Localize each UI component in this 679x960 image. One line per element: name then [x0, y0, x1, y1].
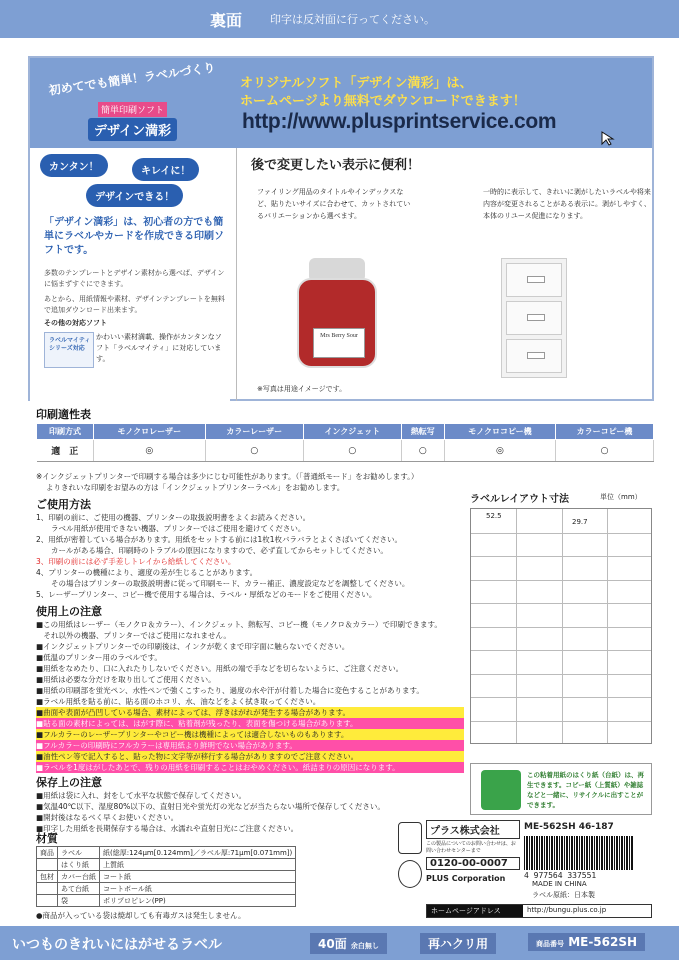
mark-thermal: ○ — [401, 440, 444, 462]
row-label: 適 正 — [37, 440, 94, 462]
drawer-1 — [506, 263, 562, 297]
header-bar — [0, 0, 679, 38]
mat-value: ポリプロピレン(PP) — [100, 895, 296, 907]
promo-header — [30, 58, 652, 148]
material-table — [36, 846, 296, 907]
caution-line: それ以外の機器、プリンターではご使用になれません。 — [36, 631, 231, 640]
usage-title: ご使用方法 — [36, 498, 91, 511]
margin-note: 余白無し — [350, 942, 379, 950]
pp-mark-icon — [398, 822, 422, 854]
software-promo — [28, 56, 654, 401]
feature-1: 多数のテンプレートとデザイン素材から選べば、デザインに悩まずすぐにできます。 — [44, 269, 225, 288]
caution-line: ■フルカラーの印刷時にフルカラーは専用紙より鮮明でない場合があります。 — [36, 740, 464, 751]
footer-bar — [0, 926, 679, 960]
drawer-2 — [506, 301, 562, 335]
promo-left-panel — [30, 148, 230, 401]
corp-contact: この製品についてのお問い合わせは、お問い合わせセンターまで — [426, 841, 516, 854]
mark-mono-laser: ◎ — [93, 440, 205, 462]
mat-cat — [37, 895, 58, 907]
layout-unit: 単位（mm） — [600, 493, 642, 501]
storage-line: ■気温40℃以下、湿度80%以下の、直射日光や蛍光灯の光などが当たらない場所で保存してください。 — [36, 802, 385, 811]
col-color-laser: カラーレーザー — [205, 424, 303, 440]
caution-line: ■油性ペン等で記入すると、貼った物に文字等が移行する場合がありますのでご注意ください。 — [36, 751, 464, 762]
usage-line: その場合はプリンターの取扱説明書に従って印刷モード、カラー補正、濃度設定などを調整してください。 — [36, 579, 410, 588]
mat-value: 紙(総厚:124μm[0.124mm]／ラベル厚:71μm[0.071mm]) — [100, 847, 296, 859]
usage-line: カールがある場合、印刷時のトラブルの原因になりますので、必ず直してからセットしてください。 — [36, 546, 388, 555]
homepage-bar — [426, 904, 652, 918]
jar-photo — [297, 248, 377, 368]
print-note-2: よりきれいな印刷をお望みの方は「インクジェットプリンターラベル」をお勧めします。 — [46, 483, 345, 492]
software-description: 「デザイン満彩」は、初心者の方でも簡単にラベルやカードを作成できる印刷ソフトです。 — [44, 217, 224, 256]
use-case-title: 後で変更したい表示に便利！ — [251, 158, 421, 173]
paper-mark-icon — [398, 860, 422, 888]
usage-line: ラベル用紙が使用できない機器、プリンターではご使用を避けてください。 — [36, 524, 306, 533]
label-mighty-text: ラベルマイティ シリーズ対応 — [49, 337, 91, 352]
corp-name: プラス株式会社 — [426, 820, 520, 839]
corp-en: PLUS Corporation — [426, 874, 506, 883]
drawer-photo — [501, 258, 567, 378]
software-logo — [38, 60, 228, 142]
mat-value: コート紙 — [100, 871, 296, 883]
homepage-url[interactable]: http://bungu.plus.co.jp — [527, 906, 607, 914]
logo-subtitle: 簡単印刷ソフト — [98, 102, 167, 117]
label-mighty-icon — [44, 332, 94, 368]
caution-line: ■この用紙はレーザー（モノクロ＆カラー）、インクジェット、熱転写、コピー機（モノクロ＆カラー）で印刷できます。 — [36, 620, 442, 629]
drawer-3 — [506, 339, 562, 373]
corp-phone: 0120-00-0007 — [426, 857, 520, 870]
mark-color-copy: ○ — [556, 440, 654, 462]
caution-list — [36, 619, 464, 773]
recycle-icon — [481, 770, 521, 810]
recycle-text: この粘着用紙のはくり紙（台紙）は、再生できます。コピー紙（上質紙）や雑誌などと一緒に、リサイクルに出すことができます。 — [527, 771, 644, 809]
software-features — [44, 268, 228, 316]
paper-origin: ラベル原紙：日本製 — [532, 891, 595, 899]
layout-title: ラベルレイアウト寸法 — [470, 494, 569, 505]
cursor-icon — [600, 130, 616, 146]
print-table-title: 印刷適性表 — [36, 408, 91, 421]
mark-mono-copy: ◎ — [444, 440, 555, 462]
bubble-easy: カンタン！ — [40, 154, 108, 177]
jar-body — [297, 278, 377, 368]
use-case-reuse: 一時的に表示して、きれいに剥がしたいラベルや将来内容が変更されることがある表示に。剥がしやすく、本体のリユース促進になります。 — [483, 188, 651, 220]
mat-item: 袋 — [58, 895, 100, 907]
col-mono-copy: モノクロコピー機 — [444, 424, 555, 440]
barcode-number: 4 977564 337551 — [524, 871, 597, 880]
mat-value: コートボール紙 — [100, 883, 296, 895]
recycle-box — [470, 763, 652, 815]
caution-line: ■ラベルを1度はがしたあとで、残りの用紙を印刷することはおやめください。紙詰まりの原因になります。 — [36, 762, 464, 773]
storage-line: ■開封後はなるべく早くお使いください。 — [36, 813, 179, 822]
caution-title: 使用上の注意 — [36, 605, 102, 618]
mat-item: あて台紙 — [58, 883, 100, 895]
usage-list — [36, 512, 464, 600]
usage-line: 5、レーザープリンター、コピー機で使用する場合は、ラベル・厚紙などのモードをご使用ください。 — [36, 590, 377, 599]
other-software-body: かわいい素材満載、操作がカンタンなソフト「ラベルマイティ」に対応しています。 — [96, 333, 222, 363]
bubble-design: デザインできる！ — [86, 184, 183, 207]
mark-color-laser: ○ — [205, 440, 303, 462]
label-count — [310, 933, 387, 954]
usage-line: 3、印刷の前には必ず手差しトレイから給紙してください。 — [36, 557, 236, 566]
mat-cat — [37, 859, 58, 871]
photo-note: ※写真は用途イメージです。 — [257, 385, 347, 393]
caution-line: ■低温のプリンター用のラベルです。 — [36, 653, 162, 662]
label-count-value: 40面 — [318, 937, 347, 951]
mat-cat: 包材 — [37, 871, 58, 883]
homepage-label: ホームページアドレス — [427, 905, 523, 917]
material-note: ●商品が入っている袋は焼却しても有毒ガスは発生しません。 — [36, 911, 246, 920]
logo-arc-text: 初めてでも簡単！ラベルづくり — [47, 60, 217, 98]
page-title: 裏面 — [210, 11, 243, 30]
storage-title: 保存上の注意 — [36, 776, 102, 789]
storage-line: ■用紙は袋に入れ、封をして水平な状態で保存してください。 — [36, 791, 247, 800]
mat-cat: 商品 — [37, 847, 58, 859]
promo-line1: オリジナルソフト「デザイン満彩」は、 — [240, 76, 473, 91]
mat-item: カバー台紙 — [58, 871, 100, 883]
dim-height: 29.7 — [572, 518, 588, 526]
print-note-1: ※インクジェットプリンターで印刷する場合は多少にじむ可能性があります。（「普通紙モード」をお勧めします。） — [36, 472, 419, 481]
label-layout-grid — [470, 508, 652, 744]
storage-line: ■印字した用紙を長期保存する場合は、水濡れや直射日光にご注意ください。 — [36, 824, 299, 833]
product-code: ME-562SH 46-187 — [524, 822, 614, 832]
caution-line: ■曲面や表面が凸凹している場合、素材によっては、浮きはがれが発生する場合があります。 — [36, 707, 464, 718]
material-title: 材質 — [36, 832, 58, 845]
caution-line: ■用紙をなめたり、口に入れたりしないでください。用紙の端で手などを切らないように、ご注意ください。 — [36, 664, 404, 673]
product-number-value: ME-562SH — [568, 935, 638, 949]
print-notes — [36, 471, 418, 493]
mat-item: ラベル — [58, 847, 100, 859]
promo-line2: ホームページより無料でダウンロードできます！ — [240, 94, 526, 109]
product-name: いつものきれいにはがせるラベル — [12, 937, 222, 953]
caution-line: ■用紙の印刷部を蛍光ペン、水性ペンで強くこすったり、過度の水や汗が付着した場合に変色することがあります。 — [36, 686, 424, 695]
usage-line: 4、プリンターの機種により、適度の差が生じることがあります。 — [36, 568, 258, 577]
other-software-title: その他の対応ソフト — [44, 319, 107, 327]
jar-label: Mrs Berry Sour — [313, 328, 365, 358]
page-subtitle: 印字は反対面に行ってください。 — [270, 13, 435, 26]
mat-cat — [37, 883, 58, 895]
logo-main: デザイン満彩 — [88, 118, 177, 141]
product-number — [528, 933, 645, 951]
mat-item: はくり紙 — [58, 859, 100, 871]
col-method: 印刷方式 — [37, 424, 94, 440]
barcode — [524, 836, 634, 870]
promo-right-panel — [236, 148, 650, 401]
caution-line: ■フルカラーのレーザープリンターやコピー機は機種によっては適合しないものもあります。 — [36, 729, 464, 740]
promo-url-link[interactable]: http://www.plusprintservice.com — [242, 110, 557, 133]
use-case-filing: ファイリング用品のタイトルやインデックスなど、貼りたいサイズに合わせて、カットされているバリエーションから選べます。 — [257, 188, 411, 220]
caution-line: ■ラベル用紙を貼る前に、貼る面のホコリ、水、油などをよく拭き取ってください。 — [36, 697, 321, 706]
col-inkjet: インクジェット — [303, 424, 401, 440]
made-in: MADE IN CHINA — [532, 880, 587, 888]
mark-inkjet: ○ — [303, 440, 401, 462]
bubble-pretty: キレイに！ — [132, 158, 199, 181]
print-suitability-table — [36, 423, 654, 462]
col-color-copy: カラーコピー機 — [556, 424, 654, 440]
mat-value: 上質紙 — [100, 859, 296, 871]
product-number-label: 商品番号 — [536, 940, 564, 948]
label-type: 再ハクリ用 — [420, 933, 496, 954]
corp-info — [426, 820, 520, 890]
col-mono-laser: モノクロレーザー — [93, 424, 205, 440]
feature-2: あとから、用紙情報や素材、デザインテンプレートを無料で追加ダウンロード出来ます。 — [44, 295, 225, 314]
usage-line: 2、用紙が密着している場合があります。用紙をセットする前には1枚1枚バラバラとよくさばいてください。 — [36, 535, 402, 544]
caution-line: ■インクジェットプリンターでの印刷後は、インクが乾くまで印字面に触らないでください。 — [36, 642, 350, 651]
caution-line: ■用紙は必要な分だけを取り出してご使用ください。 — [36, 675, 216, 684]
caution-line: ■貼る面の素材によっては、はがす際に、粘着剤が残ったり、表面を傷つける場合があります。 — [36, 718, 464, 729]
dim-width: 52.5 — [486, 512, 502, 520]
col-thermal: 熱転写 — [401, 424, 444, 440]
usage-line: 1、印刷の前に、ご使用の機器、プリンターの取扱説明書をよくお読みください。 — [36, 513, 311, 522]
